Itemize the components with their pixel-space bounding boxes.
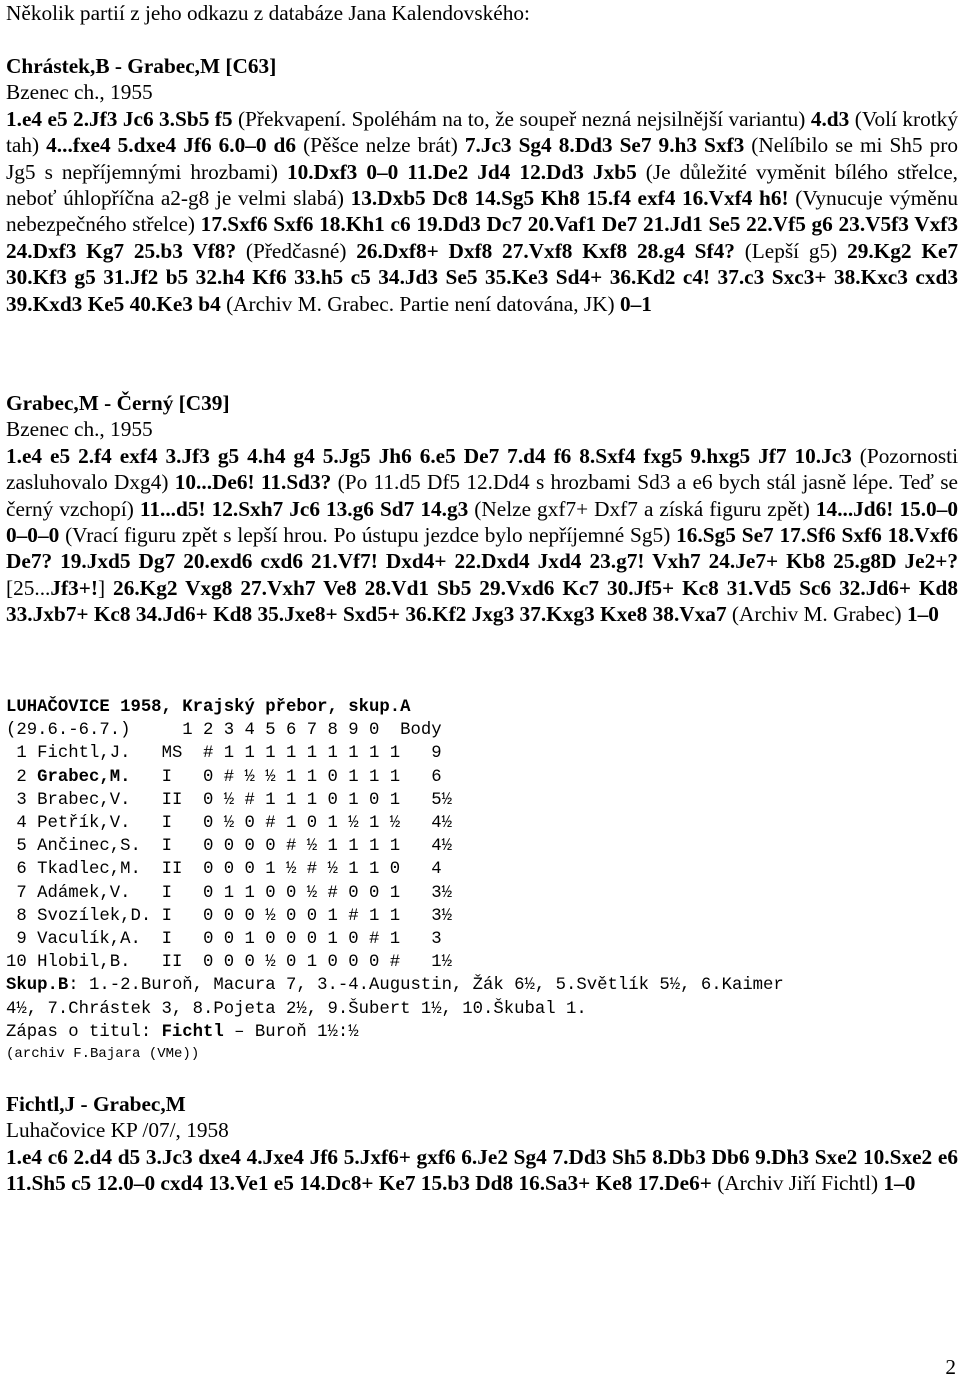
table-row: [6, 905, 958, 928]
row-results: I 0 0 0 ½ 0 0 1 # 1 1 3½: [151, 906, 452, 926]
move-sequence: 1–0: [906, 602, 939, 627]
table-header: (29.6.-6.7.) 1 2 3 4 5 6 7 8 9 0 Body: [6, 721, 442, 741]
move-sequence: 10.Dxf3 0–0 11.De2 Jd4 12.Dd3 Jxb5: [286, 159, 637, 184]
move-comment: (Pěšce nelze brát): [296, 133, 465, 158]
row-results: I 0 # ½ ½ 1 1 0 1 1 1 6: [130, 767, 442, 787]
move-sequence: 1.e4 e5 2.Jf3 Jc6 3.Sb5 f5: [6, 106, 233, 131]
table-row: [6, 882, 958, 905]
move-comment: (Předčasné): [236, 238, 357, 263]
move-sequence: 11...d5! 12.Sxh7 Jc6 13.g6 Sd7 14.g3: [139, 496, 469, 521]
table-row: [6, 789, 958, 812]
game-2: [6, 390, 958, 628]
table-row: [6, 858, 958, 881]
game-3: [6, 1091, 958, 1197]
table-rows: [6, 742, 958, 974]
move-comment: (Archiv M. Grabec. Partie není datována, JK): [220, 291, 620, 316]
row-results: I 0 ½ 0 # 1 0 1 ½ 1 ½ 4½: [130, 814, 452, 834]
game-2-moves: [6, 443, 958, 628]
game-1-moves: [6, 106, 958, 317]
move-comment: (Lepší g5): [734, 238, 848, 263]
move-sequence: 13.Dxb5 Dc8 14.Sg5 Kh8 15.f4 exf4 16.Vxf4 h6!: [350, 186, 789, 211]
move-sequence: 4...fxe4 5.dxe4 Jf6 6.0–0 d6: [46, 133, 297, 158]
game-1-event: Bzenec ch., 1955: [6, 80, 153, 105]
move-comment: [25...: [6, 575, 51, 600]
move-sequence: 4.d3: [810, 106, 850, 131]
row-rank: 7: [6, 883, 38, 903]
zapas-post: – Buroň 1½:½: [223, 1022, 359, 1042]
move-sequence: Jf3+!: [50, 575, 98, 600]
skup-b-line-2: 4½, 7.Chrástek 3, 8.Pojeta 2½, 9.Šubert 1½, 10.Škubal 1.: [6, 999, 587, 1019]
skup-b-label: Skup.B: [6, 976, 69, 996]
row-player-name: Grabec,M.: [37, 767, 131, 787]
tournament-table: [6, 696, 958, 1064]
move-comment: (Archiv Jiří Fichtl): [711, 1171, 884, 1196]
zapas-line: [6, 1021, 958, 1044]
move-sequence: 0–1: [619, 291, 652, 316]
intro-line: [6, 0, 958, 26]
page-number: 2: [945, 1355, 956, 1379]
skup-b-line-1: [6, 974, 958, 997]
table-row: [6, 928, 958, 951]
move-sequence: 1–0: [883, 1171, 916, 1196]
move-sequence: 17.Sxf6 Sxf6 18.Kh1 c6 19.Dd3 Dc7 20.Vaf1 De7 21.Jd1 Se5 22.Vf5 g6 23.V5f3 Vxf3 24.Dxf3 Kg7 25.b3 Vf8?: [6, 212, 958, 263]
game-3-moves: [6, 1144, 958, 1197]
move-comment: (Nelze gxf7+ Dxf7 a získá figuru zpět): [468, 496, 816, 521]
row-rank: 1: [6, 744, 38, 764]
zapas-pre: Zápas o titul:: [6, 1022, 162, 1042]
game-2-event: Bzenec ch., 1955: [6, 417, 153, 442]
row-results: II 0 0 0 1 ½ # ½ 1 1 0 4: [140, 860, 442, 880]
row-results: MS # 1 1 1 1 1 1 1 1 1 9: [130, 744, 442, 764]
move-sequence: 29.Kg2 Ke7 30.Kf3 g5 31.Jf2 b5 32.h4 Kf6 33.h5 c5 34.Jd3 Se5 35.Ke3 Sd4+ 36.Kd2 c4! 37.c3 Sxc3+ 38.Kxc3 cxd3 39.Kxd3 Ke5 40.Ke3 b4: [6, 238, 958, 316]
move-sequence: 1.e4 e5 2.f4 exf4 3.Jf3 g5 4.h4 g4 5.Jg5 Jh6 6.e5 De7 7.d4 f6 8.Sxf4 fxg5 9.hxg5 Jf7 10.Jc3: [6, 443, 852, 468]
row-rank: 2: [6, 767, 38, 787]
row-rank: 3: [6, 790, 38, 810]
row-player-name: Ančinec,S.: [37, 837, 141, 857]
row-rank: 4: [6, 814, 38, 834]
move-sequence: 26.Dxf8+ Dxf8 27.Vxf8 Kxf8 28.g4 Sf4?: [356, 238, 735, 263]
row-results: II 0 0 0 ½ 0 1 0 0 0 # 1½: [130, 953, 452, 973]
game-3-event: Luhačovice KP /07/, 1958: [6, 1118, 229, 1143]
table-row: [6, 742, 958, 765]
row-player-name: Petřík,V.: [37, 814, 131, 834]
row-player-name: Adámek,V.: [37, 883, 131, 903]
row-player-name: Hlobil,B.: [37, 953, 131, 973]
row-player-name: Vaculík,A.: [37, 930, 141, 950]
row-rank: 10: [6, 953, 38, 973]
move-sequence: 10...De6! 11.Sd3?: [174, 470, 332, 495]
move-comment: (Vrací figuru zpět s lepší hrou. Po ústupu jezdce bylo nepříjemné Sg5): [59, 523, 677, 548]
row-player-name: Svozílek,D.: [37, 906, 152, 926]
table-title: LUHAČOVICE 1958, Krajský přebor, skup.A: [6, 698, 411, 717]
game-2-header: Grabec,M - Černý [C39]: [6, 391, 230, 415]
intro-text: Několik partií z jeho odkazu z databáze Jana Kalendovského:: [6, 1, 530, 25]
move-comment: ]: [98, 575, 114, 600]
game-1-header: Chrástek,B - Grabec,M [C63]: [6, 54, 277, 78]
move-comment: (Překvapení. Spoléhám na to, že soupeř nezná nejsilnější variantu): [232, 106, 811, 131]
move-sequence: 26.Kg2 Vxg8 27.Vxh7 Ve8 28.Vd1 Sb5 29.Vxd6 Kc7 30.Jf5+ Kc8 31.Vd5 Sc6 32.Jd6+ Kd8 33.Jxb7+ Kc8 34.Jd6+ Kd8 35.Jxe8+ Sxd5+ 36.Kf2 Jxg3 37.Kxg3 Kxe8 38.Vxa7: [6, 575, 958, 627]
move-comment: (Pozornosti zasluhovalo Dxg4): [6, 443, 958, 495]
move-sequence: 1.e4 c6 2.d4 d5 3.Jc3 dxe4 4.Jxe4 Jf6 5.Jxf6+ gxf6 6.Je2 Sg4 7.Dd3 Sh5 8.Db3 Db6 9.Dh3 Sxe2 10.Sxe2 e6 11.Sh5 c5 12.0–0 cxd4 13.Ve1 e5 14.Dc8+ Ke7 15.b3 Dd8 16.Sa3+ Ke8 17.De6+: [6, 1144, 958, 1196]
move-sequence: 7.Jc3 Sg4 8.Dd3 Se7 9.h3 Sxf3: [464, 133, 745, 158]
move-comment: (Nelíbilo se mi Sh5 pro Jg5 s nepříjemnými hrozbami): [6, 133, 958, 184]
row-rank: 8: [6, 906, 38, 926]
table-row: [6, 766, 958, 789]
row-results: I 0 0 0 0 # ½ 1 1 1 1 4½: [140, 837, 452, 857]
move-comment: (Je důležité vyměnit bílého střelce, neboť úhlopříčna a2-g8 je velmi slabá): [6, 159, 958, 211]
move-sequence: 14...Jd6! 15.0–0 0–0–0: [6, 496, 958, 548]
row-player-name: Tkadlec,M.: [37, 860, 141, 880]
move-comment: (Vynucuje výměnu nebezpečného střelce): [6, 186, 958, 237]
row-results: I 0 0 1 0 0 0 1 0 # 1 3: [140, 930, 442, 950]
move-comment: (Archiv M. Grabec): [726, 602, 907, 627]
archiv-note: (archiv F.Bajara (VMe)): [6, 1046, 200, 1063]
game-1: [6, 53, 958, 317]
row-results: II 0 ½ # 1 1 1 0 1 0 1 5½: [130, 790, 452, 810]
move-comment: (Volí krotký tah): [6, 106, 958, 158]
game-3-header: Fichtl,J - Grabec,M: [6, 1092, 186, 1116]
row-rank: 9: [6, 930, 38, 950]
table-row: [6, 812, 958, 835]
row-results: I 0 1 1 0 0 ½ # 0 0 1 3½: [130, 883, 452, 903]
zapas-name: Fichtl: [161, 1022, 224, 1042]
table-row: [6, 951, 958, 974]
move-comment: (Po 11.d5 Df5 12.Dd4 s hrozbami Sd3 a e6 bych stál jasně lépe. Teď se černý vzchopí): [6, 470, 958, 521]
row-rank: 6: [6, 860, 38, 880]
move-sequence: 16.Sg5 Se7 17.Sf6 Sxf6 18.Vxf6 De7? 19.Jxd5 Dg7 20.exd6 cxd6 21.Vf7! Dxd4+ 22.Dxd4 Jxd4 23.g7! Vxh7 24.Je7+ Kb8 25.g8D Je2+?: [6, 523, 958, 574]
row-player-name: Fichtl,J.: [37, 744, 131, 764]
table-row: [6, 835, 958, 858]
row-rank: 5: [6, 837, 38, 857]
skup-b-text: : 1.-2.Buroň, Macura 7, 3.-4.Augustin, Žák 6½, 5.Světlík 5½, 6.Kaimer: [68, 976, 784, 996]
row-player-name: Brabec,V.: [37, 790, 131, 810]
